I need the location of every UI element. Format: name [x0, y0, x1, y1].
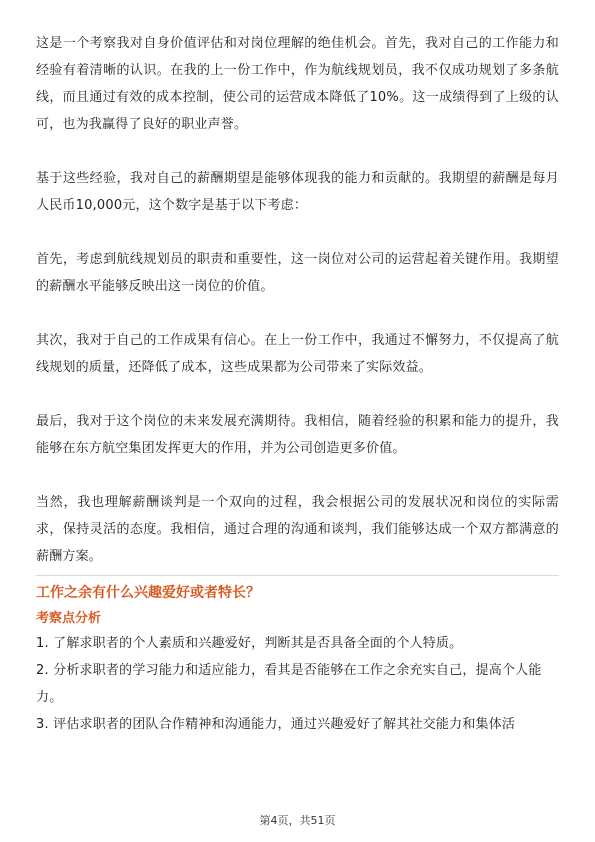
paragraph-self-assessment: 这是一个考察我对自身价值评估和对岗位理解的绝佳机会。首先，我对自己的工作能力和经验有着清晰的认识。在我的上一份工作中，作为航线规划员，我不仅成功规划了多条航线，而且通过有效的成本控制，使公司的运营成本降低了10%。这一成绩得到了上级的认可，也为我赢得了良好的职业声誉。: [36, 36, 559, 132]
analysis-point: 1. 了解求职者的个人素质和兴趣爱好，判断其是否具备全面的个人特质。: [36, 636, 463, 651]
page-number: 第4页，共51页: [259, 814, 336, 827]
paragraph-third-reason: 最后，我对于这个岗位的未来发展充满期待。我相信，随着经验的积累和能力的提升，我能够在东方航空集团发挥更大的作用，并为公司创造更多价值。: [36, 414, 559, 456]
question-title: 工作之余有什么兴趣爱好或者特长？: [36, 585, 260, 601]
analysis-points-list: [36, 630, 559, 738]
analysis-point: 2. 分析求职者的学习能力和适应能力，看其是否能够在工作之余充实自己，提高个人能力。: [36, 663, 542, 705]
paragraph-second-reason: 其次，我对于自己的工作成果有信心。在上一份工作中，我通过不懈努力，不仅提高了航线规划的质量，还降低了成本，这些成果都为公司带来了实际效益。: [36, 333, 559, 375]
paragraph-gap: [36, 300, 559, 327]
paragraph-gap: [36, 219, 559, 246]
paragraph-salary-expectation: 基于这些经验，我对自己的薪酬期望是能够体现我的能力和贡献的。我期望的薪酬是每月人民币10,000元，这个数字是基于以下考虑：: [36, 171, 559, 213]
section-divider: [36, 575, 559, 576]
paragraph-gap: [36, 138, 559, 165]
paragraph-gap: [36, 381, 559, 408]
paragraph-first-reason: 首先，考虑到航线规划员的职责和重要性，这一岗位对公司的运营起着关键作用。我期望的薪酬水平能够反映出这一岗位的价值。: [36, 252, 559, 294]
paragraph-gap: [36, 462, 559, 489]
analysis-heading: 考察点分析: [36, 611, 102, 626]
analysis-point: 3. 评估求职者的团队合作精神和沟通能力，通过兴趣爱好了解其社交能力和集体活: [36, 717, 516, 732]
paragraph-negotiation: 当然，我也理解薪酬谈判是一个双向的过程，我会根据公司的发展状况和岗位的实际需求，保持灵活的态度。我相信，通过合理的沟通和谈判，我们能够达成一个双方都满意的薪酬方案。: [36, 495, 559, 564]
